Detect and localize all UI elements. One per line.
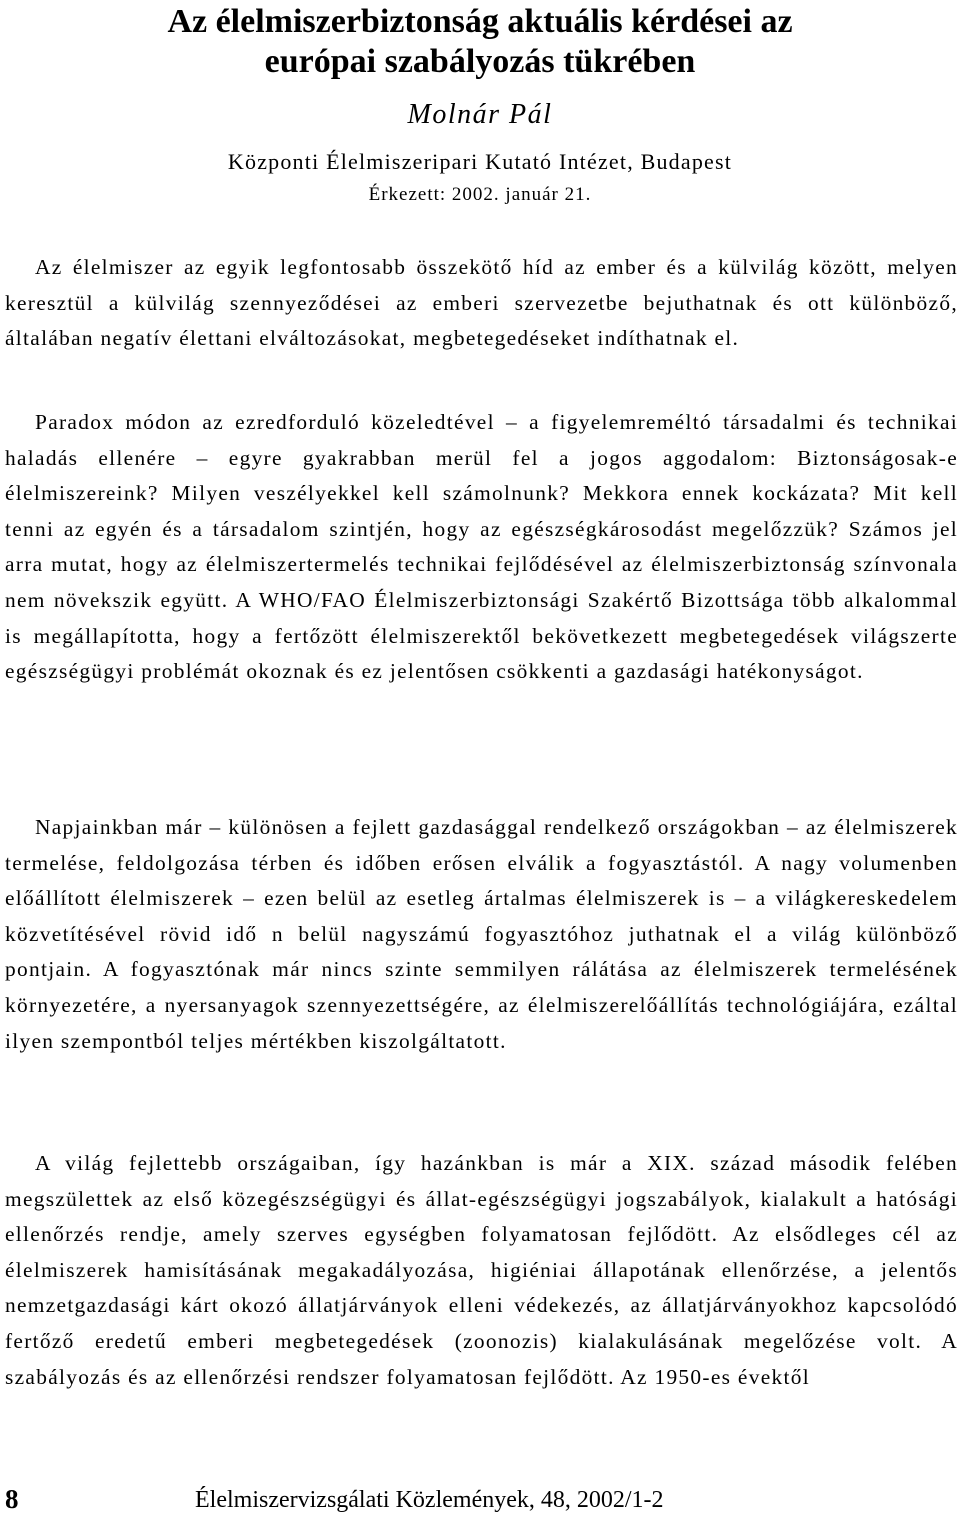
title-line-2: európai szabályozás tükrében (264, 43, 696, 80)
author-name: Molnár Pál (407, 99, 553, 130)
article-title (0, 2, 960, 82)
received-date: Érkezett: 2002. január 21. (368, 184, 592, 205)
journal-footer: Élelmiszervizsgálati Közlemények, 48, 2002/1-2 (195, 1487, 664, 1513)
affiliation: Központi Élelmiszeripari Kutató Intézet, Budapest (227, 149, 733, 174)
paragraph-2: Paradox módon az ezredforduló közeledtével – a figyelemreméltó társadalmi és technikai haladás ellenére – egyre gyakrabban merül fel a jogos aggodalom: Biztonságosak-e élelmiszereink? Milyen veszélyekkel kell számolnunk? Mekkora ennek kockázata? Mit kell tenni az egyén és a társadalom szintjén, hogy az egészségkárosodást megelőzzük? Számos jel arra mutat, hogy az élelmiszertermelés technikai fejlődésével az élelmiszerbiztonság színvonala nem növekszik együtt. A WHO/FAO Élelmiszerbiztonsági Szakértő Bizottsága több alkalommal is megállapította, hogy a fertőzött élelmiszerektől bekövetkezett megbetegedések világszerte egészségügyi problémát okoznak és ez jelentősen csökkenti a gazdasági hatékonyságot. (5, 410, 958, 684)
paragraph-3: Napjainkban már – különösen a fejlett gazdasággal rendelkező országokban – az élelmiszerek termelése, feldolgozása térben és időben erősen elválik a fogyasztástól. A nagy volumenben előállított élelmiszerek – ezen belül az esetleg ártalmas élelmiszerek is – a világkereskedelem közvetítésével rövid idő n belül nagyszámú fogyasztóhoz juthatnak el a világ különböző pontjain. A fogyasztónak már nincs szinte semmilyen rálátása az élelmiszerek termelésének környezetére, a nyersanyagok szennyezettségére, az élelmiszerelőállítás technológiájára, ezáltal ilyen szempontból teljes mértékben kiszolgáltatott. (5, 815, 958, 1053)
page-number: 8 (5, 1484, 19, 1514)
paragraph-4: A világ fejlettebb országaiban, így hazánkban is már a XIX. század második felében megszülettek az első közegészségügyi és állat-egészségügyi jogszabályok, kialakult a hatósági ellenőrzés rendje, amely szerves egységben folyamatosan fejlődött. Az elsődleges cél az élelmiszerek hamisításának megakadályozása, higiéniai állapotának ellenőrzése, a jelentős nemzetgazdasági kárt okozó állatjárványok elleni védekezés, az állatjárványokhoz kapcsolódó fertőző eredetű emberi megbetegedések (zoonozis) kialakulásának megelőzése volt. A szabályozás és az ellenőrzési rendszer folyamatosan fejlődött. Az 1950-es évektől (5, 1151, 958, 1389)
paragraph-1: Az élelmiszer az egyik legfontosabb összekötő híd az ember és a külvilág között, melyen keresztül a külvilág szennyeződései az emberi szervezetbe bejuthatnak és ott különböző, általában negatív élettani elváltozásokat, megbetegedéseket indíthatnak el. (5, 255, 958, 351)
title-line-1: Az élelmiszerbiztonság aktuális kérdései az (167, 3, 793, 40)
